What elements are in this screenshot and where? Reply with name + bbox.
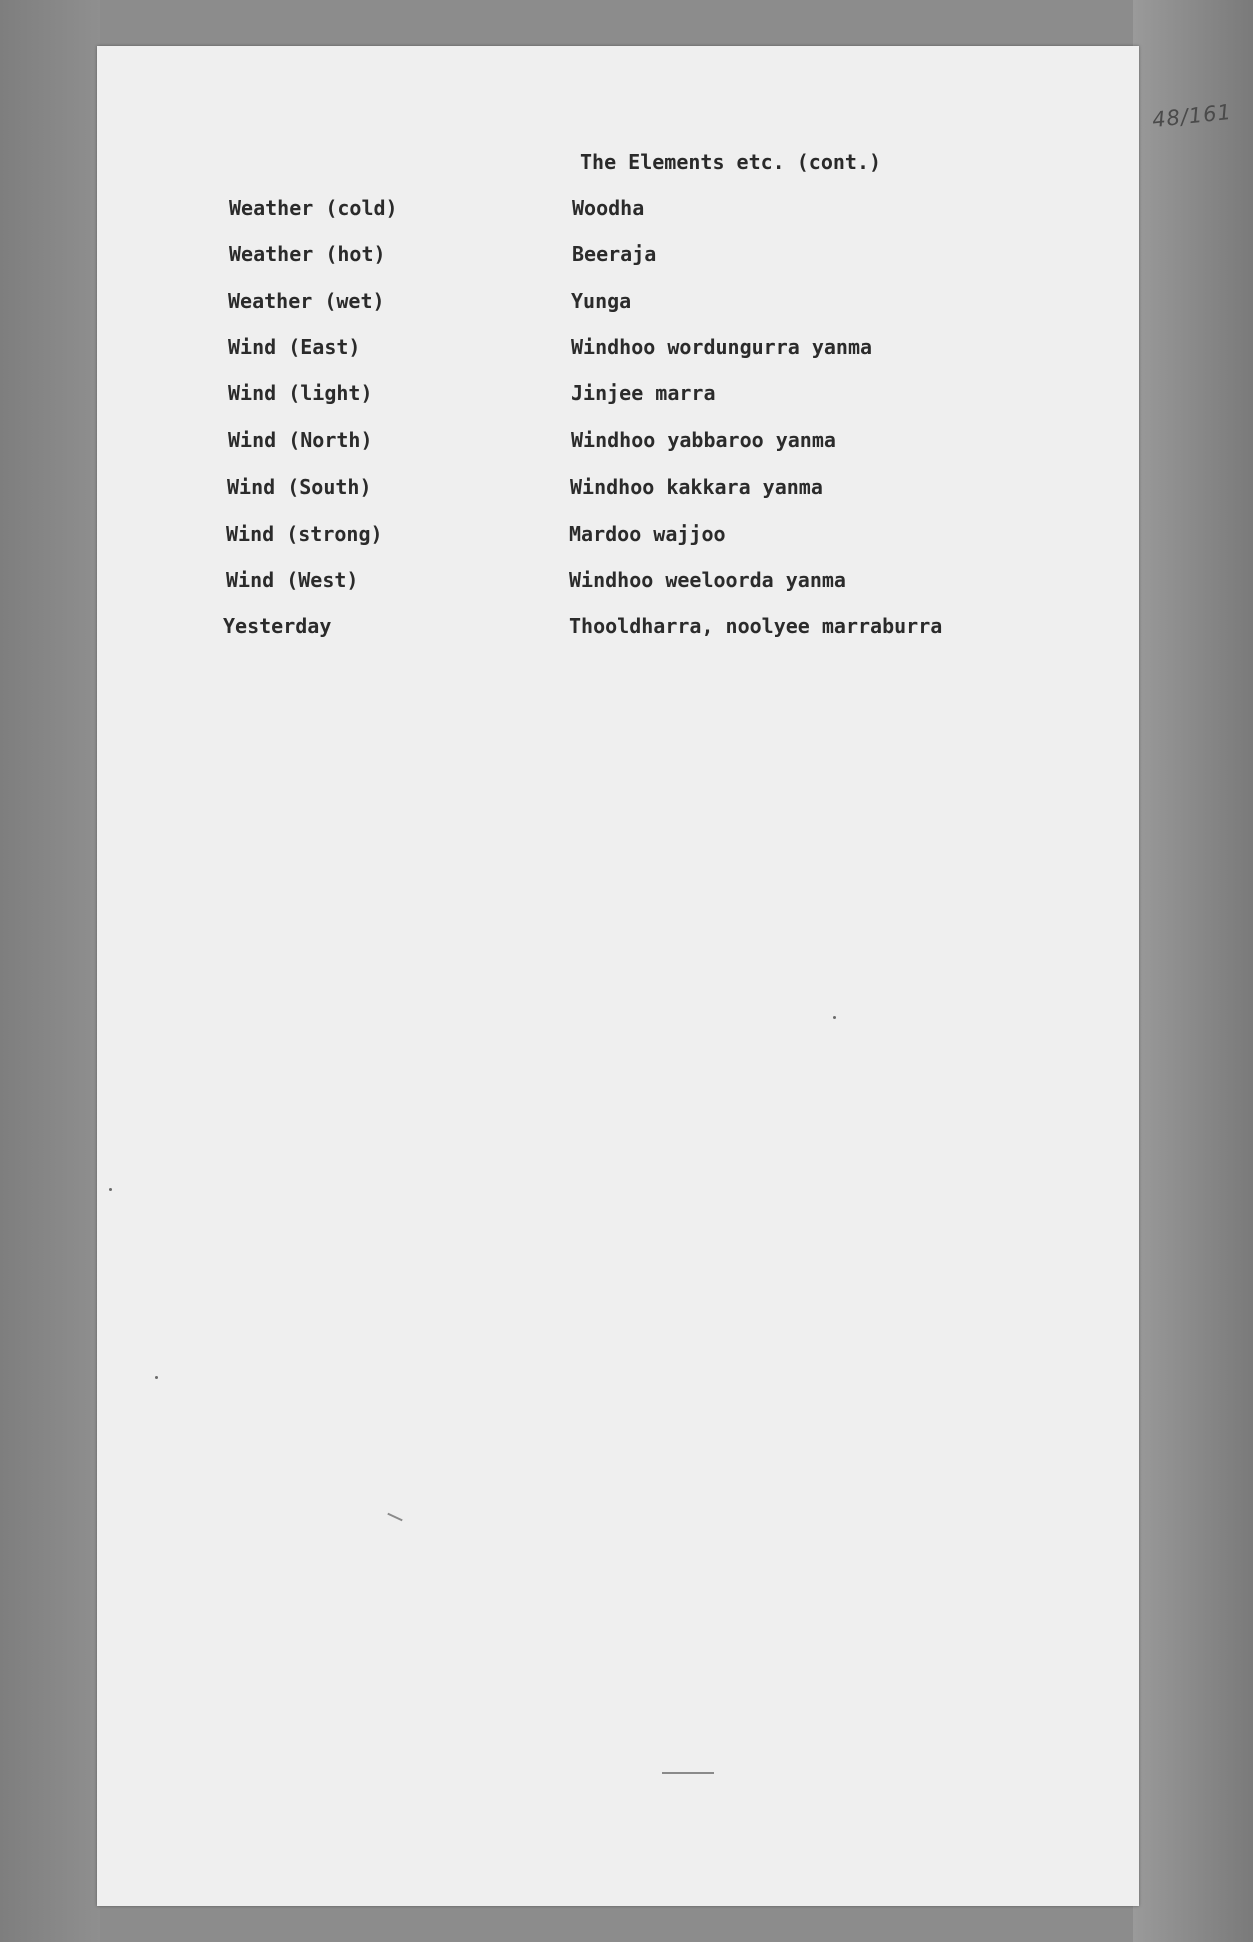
translation: Windhoo kakkara yanma — [570, 475, 823, 499]
english-term: Yesterday — [223, 614, 332, 638]
english-term: Wind (North) — [228, 428, 373, 452]
translation: Windhoo weeloorda yanma — [569, 568, 846, 592]
translation: Windhoo wordungurra yanma — [571, 335, 873, 359]
english-term: Wind (South) — [227, 475, 372, 499]
english-term: Wind (strong) — [226, 522, 383, 546]
translation: Thooldharra, noolyee marraburra — [569, 614, 943, 638]
translation: Jinjee marra — [571, 381, 716, 405]
page-heading: The Elements etc. (cont.) — [580, 150, 882, 174]
paper-speck — [109, 1188, 112, 1191]
paper-speck — [155, 1376, 158, 1379]
english-term: Weather (wet) — [228, 289, 385, 313]
english-term: Wind (West) — [226, 568, 359, 592]
english-term: Weather (hot) — [229, 242, 386, 266]
translation: Windhoo yabbaroo yanma — [571, 428, 836, 452]
folio-number: 48/161 — [1150, 99, 1233, 133]
english-term: Weather (cold) — [229, 196, 398, 220]
translation: Yunga — [571, 289, 632, 313]
paper-speck — [833, 1016, 836, 1019]
translation: Woodha — [572, 196, 645, 220]
english-term: Wind (light) — [228, 381, 373, 405]
english-term: Wind (East) — [228, 335, 361, 359]
paper-mark — [662, 1772, 714, 1774]
scanner-background-left — [0, 0, 100, 1942]
typed-page — [97, 46, 1233, 1906]
translation: Mardoo wajjoo — [569, 522, 726, 546]
paper-mark — [387, 1513, 402, 1522]
translation: Beeraja — [572, 242, 657, 266]
scanner-background-right — [1133, 0, 1253, 1942]
